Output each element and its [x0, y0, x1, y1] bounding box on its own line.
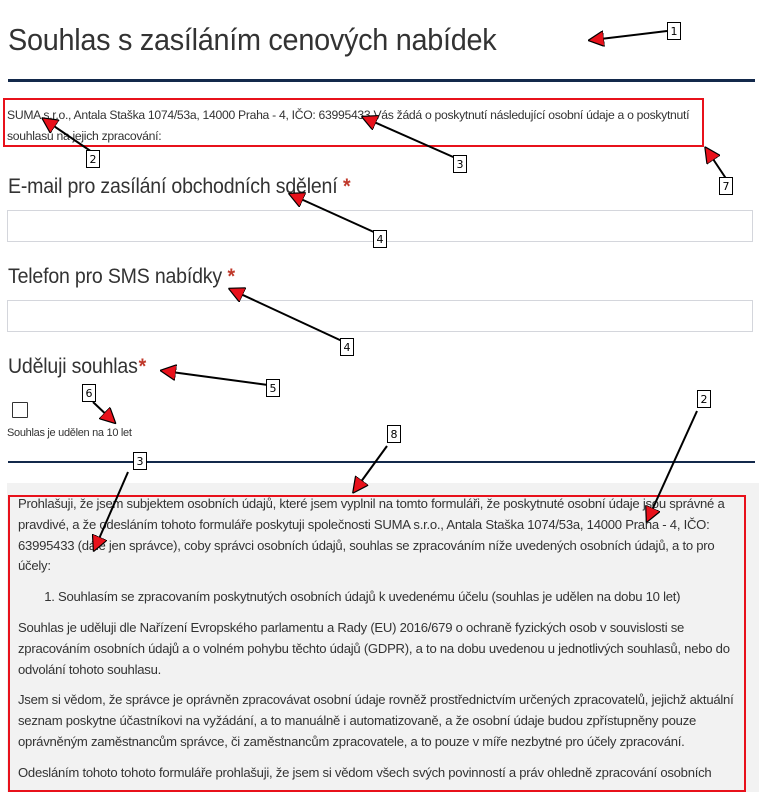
header-divider — [8, 79, 755, 82]
annotation-label-3: 3 — [453, 155, 467, 173]
terms-paragraph: Odesláním tohoto tohoto formuláře prohlašuji, že jsem si vědom všech svých povinností a práv ohledně zpracování osobních — [18, 764, 712, 780]
terms-paragraph: Souhlas je uděluji dle Nařízení Evropského parlamentu a Rady (EU) 2016/679 o ochraně fyzických osob v souvislosti se zpracováním osobních údajů a o volném pohybu těchto údajů (GDPR), a to na dobu uvedenou u jednotlivých souhlasů, nebo do odvolání tohoto souhlasu. — [18, 619, 730, 677]
annotation-label-1: 1 — [667, 22, 681, 40]
email-label-text: E-mail pro zasílání obchodních sdělení — [8, 175, 338, 198]
terms-panel[interactable] — [7, 483, 759, 792]
terms-paragraph: Jsem si vědom, že správce je oprávněn zpracovávat osobní údaje rovněž prostřednictvím určených zpracovatelů, jejichž aktuální seznam poskytne účastníkovi na vyžádání, a to manuálně i automatizovaně, a že osobní údaje budou zpřístupněny pouze oprávněným zaměstnancům správce, či zaměstnancům zpracovatele, a to pouze v míře nezbytné pro účely zpracování. — [18, 692, 734, 749]
annotation-label-4b: 4 — [340, 338, 354, 356]
annotation-label-2b: 2 — [697, 390, 711, 408]
terms-paragraph: Prohlašuji, že jsem subjektem osobních údajů, které jsem vyplnil na tomto formuláři, že poskytnuté osobní údaje jsou správné a pravdivé, a že odesláním tohoto formuláře poskytuji společnosti SUMA s.r.o., Antala Staška 1074/53a, 14000 Praha - 4, IČO: 63995433 (dále jen správce), coby správci osobních údajů, souhlas se zpracováním níže uvedených osobních údajů, a to pro účely: — [18, 496, 725, 574]
consent-label-text: Uděluji souhlas — [8, 355, 138, 378]
annotation-label-6: 6 — [82, 384, 96, 402]
required-marker: * — [343, 175, 351, 198]
annotation-label-4: 4 — [373, 230, 387, 248]
phone-label — [8, 265, 235, 289]
annotation-label-5: 5 — [266, 379, 280, 397]
annotation-label-3b: 3 — [133, 452, 147, 470]
terms-text — [18, 494, 742, 792]
section-divider — [8, 461, 755, 463]
consent-checkbox[interactable] — [12, 402, 28, 418]
controller-intro: SUMA s.r.o., Antala Staška 1074/53a, 14000 Praha - 4, IČO: 63995433 Vás žádá o poskytnutí následující osobní údaje a o poskytnutí souhlasů na jejich zpracování: — [7, 108, 690, 143]
consent-label — [8, 355, 146, 379]
required-marker: * — [227, 265, 235, 288]
purpose-item: 1. Souhlasím se zpracovaním poskytnutých osobních údajů k uvedenému účelu (souhlas je udělen na dobu 10 let) — [58, 587, 742, 608]
phone-label-text: Telefon pro SMS nabídky — [8, 265, 222, 288]
email-label — [8, 175, 350, 199]
annotation-label-8: 8 — [387, 425, 401, 443]
annotation-label-2: 2 — [86, 150, 100, 168]
consent-caption: Souhlas je udělen na 10 let — [7, 427, 132, 439]
required-marker: * — [138, 355, 147, 378]
page-title: Souhlas s zasíláním cenových nabídek — [8, 22, 497, 57]
phone-input[interactable] — [7, 300, 753, 332]
annotation-label-7: 7 — [719, 177, 733, 195]
purpose-list — [18, 587, 742, 608]
